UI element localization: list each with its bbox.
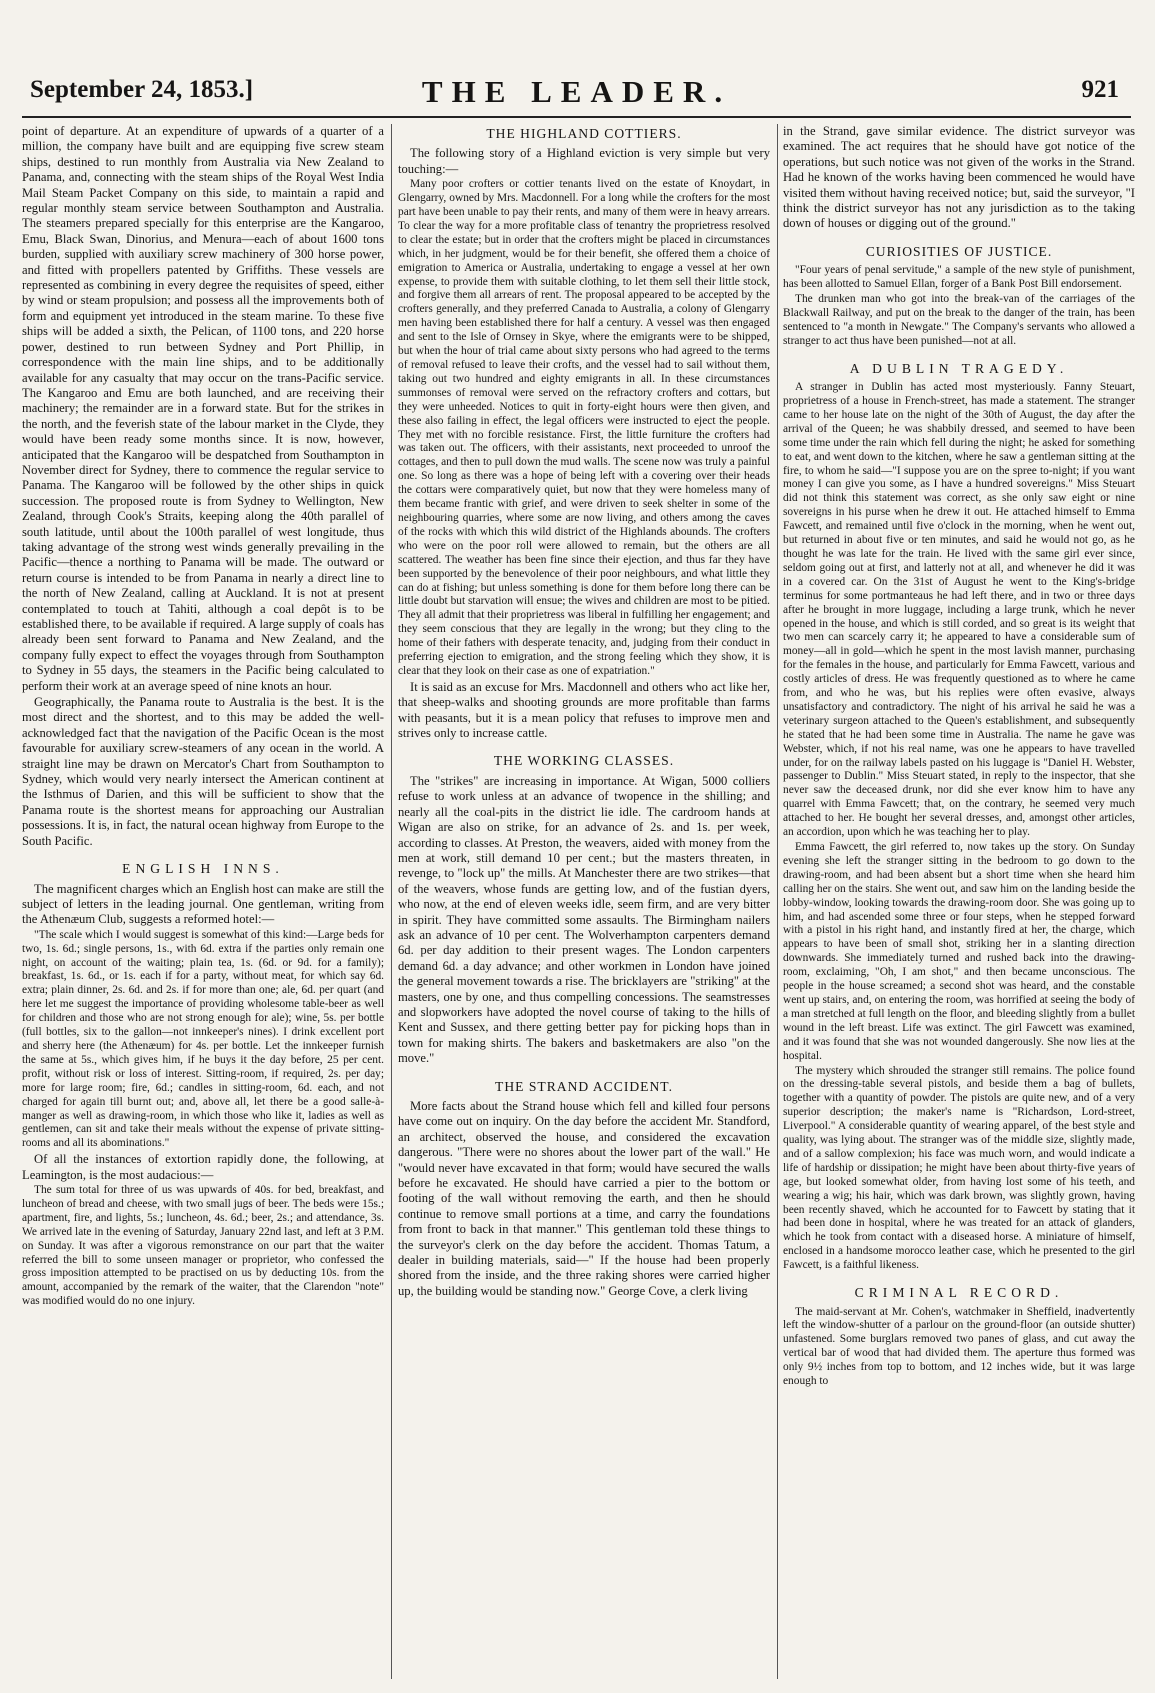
section-heading: ENGLISH INNS. [122, 861, 284, 877]
quoted-report: Many poor crofters or cottier tenants lived on the estate of Knoydart, in Glengarry, owned by Mrs. Macdonnell. For a long while the crofters for the most part have been unable to pay their rents, and many of them were in heavy arrears. To clear the way for a more profitable class of tenantry the proprietress resolved to clear the estate; but in order that the crofters might be placed in circumstances which, in her judgment, would be for their benefit, she offered them a choice of emigration to America or Australia, undertaking to engage a vessel at her own expense, to provide them with suitable clothing, to let them sell their little stock, and forgive them all arrears of rent. The proposal appeared to be accepted by the crofters generally, and they preferred Canada to Australia, a colony of Glengarry men having been established there for half a century. A vessel was then engaged and sent to the Isle of Ornsey in Skye, where the emigrants were to be shipped, but when the hour of trial came about sixty persons who had agreed to the terms of removal refused to leave their crofts, and the vessel had to sail without them, taking out two hundred and eighty emigrants in all. In these circumstances summonses of removal were served on the refractory crofters and cottars, but they were unheeded. Notices to quit in forty-eight hours were then given, and these also failing in effect, the legal officers were instructed to eject the people. They met with no forcible resistance. First, the little furniture the crofters had was taken out. The officers, with their assistants, next proceeded to unroof the cottages, and then to pull down the mud walls. The scene now was truly a painful one. So long as there was a hope of being left with a covering over their heads the cottars were comparatively quiet, but now that they were homeless many of them became frantic with grief, and were driven to seek shelter in some of the neighbouring quarries, where some are now living, and others among the caves of the rocks with which this wild district of the Highlands abounds. The crofters who were on the poor roll were allowed to remain, but the others are all scattered. The weather has been fine since their ejection, and thus far they have been supported by the benevolence of their poor neighbours, and what little they can do at fishing; but unless something is done for them before long there can be little doubt but starvation will ensue; the wives and children are most to be pitied. They all admit that their proprietress was liberal in fulfilling her engagement; and they seem conscious that they are legally in the wrong; but they cling to the home of their fathers with desperate tenacity, and, judging from their conduct in preferring ejection to emigration, and the strong feeling which they show, it is clear that they look on their case as one of expatriation." [398, 178, 770, 677]
article-paragraph: A stranger in Dublin has acted most mysteriously. Fanny Steuart, proprietress of a house in French-street, has made a statement. The stranger came to her house late on the night of the 30th of August, the day after the arrival of the Queen; he was shabbily dressed, and seemed to have been some time under the rain which fell during the night; he asked for something to eat, and went down to the kitchen, where he saw a gentleman sitting at the fire, to whom he said—"I suppose you are on the spree to-night; if you want money I can give you some, as I have a hundred sovereigns." Miss Steuart did not think this statement was correct, as she only saw eight or nine sovereigns in his purse when he drew it out. He attached himself to Emma Fawcett, and remained until five o'clock in the morning, when he went out, but returned in about five or ten minutes, and said he would not go, as he thought he was late for the train. He lived with the same girl ever since, seldom going out at first, and latterly not at all, and whenever he did it was in a covered car. On the 31st of August he went to the King's-bridge terminus for some portmanteaus he had left there, and in two or three days after he brought in more luggage, including a large trunk, which he never opened in the house, and which is still corded, and so great is its weight that two men can scarcely carry it; he appeared to have a considerable sum of money—all in gold—which he spent in the most lavish manner, purchasing for the females in the house, and particularly for Emma Fawcett, various and costly articles of dress. He was frequently questioned as to where he came from, and who he was, but his replies were often evasive, always unsatisfactory and contradictory. The night of his arrival he said he was a veterinary surgeon attached to the Queen's establishment, and subsequently he stated that he had been some time in Australia. The name he gave was Webster, which, if not his real name, was one he appears to have travelled under, for on the railway labels pasted on his luggage is "Daniel H. Webster, passenger to Dublin." Miss Steuart stated, in reply to the inspector, that she never saw the deceased drunk, nor did she ever know him to have any quarrel with Emma Fawcett; that, on the contrary, he seemed very much attached to her. He bought her several dresses, and, amongst other articles, an accordion, upon which he was teaching her to play. [783, 381, 1135, 839]
article-paragraph: The "strikes" are increasing in importance. At Wigan, 5000 colliers refuse to work unless at an advance of twopence in the shilling; and nearly all the coal-pits in the district lie idle. The cardroom hands at Wigan are also on strike, for an advance of 2s. and 1s. per week, according to classes. At Preston, the weavers, aided with money from the men at work, still demand 10 per cent.; but the masters threaten, in revenge, to "lock up" the mills. At Manchester there are two strikes—that of the weavers, whose funds are getting low, and of the fustian dyers, who now, at the end of eleven weeks idle, seem firm, and are very bitter in spirit. They have committed some assaults. The Birmingham nailers ask an advance of 10 per cent. The Wolverhampton carpenters demand 6d. per day addition to their present wages. The London carpenters demand 6d. a day advance; and other workmen in London have joined the general movement towards a rise. The bricklayers are "striking" at the masters, one by one, and thus compelling concessions. The seamstresses and slopworkers have adopted the novel course of taking to the hills of Kent and Sussex, and there getting better pay for picking hops than in town for making shirts. The bakers and basketmakers are also "on the move." [398, 773, 770, 1066]
section-heading: A DUBLIN TRAGEDY. [849, 360, 1069, 376]
article-paragraph: The drunken man who got into the break-van of the carriages of the Blackwall Railway, and put on the break to the danger of the train, has been sentenced to "a month in Newgate." The Company's servants who allowed a stranger to act thus have been punished—not at all. [783, 293, 1135, 347]
column-rule [391, 124, 392, 1679]
article-paragraph: point of departure. At an expenditure of upwards of a quarter of a million, the company have built and are equipping five screw steam ships, destined to run monthly from Australia via New Zealand to Panama, and, connecting with the steam ships of the Royal West India Mail Steam Packet Company on this side, to maintain a rapid and regular monthly steam service between Southampton and Australia. The steamers prepared specially for this enterprise are the Kangaroo, Emu, Black Swan, Dinorius, and Menura—each of about 1600 tons burden, supplied with auxiliary screw machinery of 300 horse power, and fitted with propellers patented by Griffiths. These vessels are represented as combining in every degree the requisites of speed, either by wind or steam propulsion; and possess all the improvements both of form and equipment yet introduced in the steam marine. To these five ships will be added a sixth, the Pelican, of 1100 tons, and 220 horse power, destined to run between Sydney and Port Phillip, in correspondence with the main line ships, and to be additionally available for any casualty that may occur on the trans-Pacific service. The Kangaroo and Emu are both launched, and are receiving their machinery; the remainder are in a forward state. But for the strikes in the north, and the feverish state of the labour market in the Clyde, they would have been ready some months since. It is now, however, anticipated that the Kangaroo will be despatched from Southampton in November direct for Sydney, there to commence the regular service to Panama. The Kangaroo will be followed by the other ships in quick succession. The proposed route is from Sydney to Wellington, New Zealand, through Cook's Straits, keeping along the 40th parallel of south latitude, until about the 100th parallel of west longitude, thus taking advantage of the strong west winds generally prevailing in the Pacific—thence a northing to Panama will be made. The outward or return course is intended to be from Panama in nearly a direct line to the north of New Zealand, calling at Auckland. It is not at present contemplated to touch at Tahiti, although a coal depôt is to be established there, to be available if required. A large supply of coals has already been sent forward to Panama and New Zealand, and the company fully expect to effect the voyages through from Southampton to Sydney in 55 days, the steamers in the Pacific being calculated to perform their work at an average speed of nine knots an hour. [22, 124, 384, 693]
quoted-letter: "The scale which I would suggest is somewhat of this kind:—Large beds for two, 1s. 6d.; single persons, 1s., with 6d. extra if the parties only remain one night, on account of the waiting; plain tea, 1s. (6d. or 9d. for a family); breakfast, 1s. 6d., or 1s. each if for a party, without meat, for which say 6d. extra; plain dinner, 2s. 6d. and 2s. if for more than one; ale, 6d. per quart (and here let me suggest the importance of providing wholesome table-beer as well for children and those who are not strong enough for ale); wine, 5s. per bottle (full bottles, six to the gallon—not innkeeper's nines). I drink excellent port and sherry here (the Athenæum) for 4s. per bottle. Let the innkeeper furnish the same at 5s., which gives him, if he buys it the day before, 25 per cent. profit, without risk or loss of interest. Sitting-room, if required, 2s. per day; more for large room; fire, 6d.; candles in sitting-room, 6d. each, and not charged for again till burnt out; and, above all, let there be a good salle-à-manger as well as drawing-room, in which those who like it, ladies as well as gentlemen, can sit and take their meals without the expense of private sitting-rooms and all its abominations." [22, 928, 384, 1150]
article-paragraph: Emma Fawcett, the girl referred to, now takes up the story. On Sunday evening she left the stranger sitting in the bedroom to go down to the drawing-room, and had been absent but a short time when she heard him calling her on the stairs. She went out, and saw him on the landing beside the lobby-window, looking towards the drawing-room door. She was going up to him, and had ascended some three or four steps, when he stepped forward with a pistol in his right hand, and instantly fired at her, the charge, which appears to have been of small shot, striking her in a slanting direction downwards. She immediately turned and rushed back into the drawing-room, exclaiming, "Oh, I am shot," and then became unconscious. The people in the house screamed; a second shot was heard, and the constable went up stairs, and, on entering the room, was horrified at seeing the body of a man stretched at full length on the floor, and bleeding slightly from a bullet wound in the left breast. Life was extinct. The girl Fawcett was examined, and it was found that she was not wounded dangerously. She now lies at the hospital. [783, 841, 1135, 1062]
article-paragraph: in the Strand, gave similar evidence. The district surveyor was examined. The act requires that he should have got notice of the operations, but such notice was not given of the works in the Strand. Had he known of the works having been commenced he would have visited them without having received notice; but, said the surveyor, "I think the district surveyor has not any jurisdiction as to the taking down of houses or digging out of the ground." [783, 124, 1135, 231]
issue-date: September 24, 1853.] [30, 76, 254, 103]
article-paragraph: The following story of a Highland eviction is very simple but very touching:— [398, 146, 770, 176]
quoted-letter: The sum total for three of us was upwards of 40s. for bed, breakfast, and luncheon of bread and cheese, with two small jugs of beer. The beds were 15s.; apartment, fire, and lights, 5s.; luncheon, 4s. 6d.; beer, 2s.; and attendance, 3s. We arrived late in the evening of Saturday, January 22nd last, and left at 3 P.M. on Sunday. It was after a vigorous remonstrance on our part that the waiter referred the bill to some unseen manager or proprietor, who confessed the gross imposition attempted to be practised on us by deducting 10s. from the amount, accompanied by the remark of the waiter, that the Clarendon "note" was modified would do no one injury. [22, 1184, 384, 1308]
page-number: 921 [1081, 76, 1119, 103]
section-heading: CRIMINAL RECORD. [854, 1285, 1064, 1301]
article-paragraph: It is said as an excuse for Mrs. Macdonnell and others who act like her, that sheep-walks and shooting grounds are more profitable than farms with peasants, but it is a mean policy that refuses to improve men and strives only to increase cattle. [398, 679, 770, 741]
column-1 [22, 124, 384, 1684]
column-2 [398, 124, 770, 1684]
newspaper-title: THE LEADER. [421, 74, 732, 109]
section-heading: THE WORKING CLASSES. [493, 753, 675, 769]
masthead [22, 72, 1131, 118]
article-paragraph: The maid-servant at Mr. Cohen's, watchmaker in Sheffield, inadvertently left the window-shutter of a parlour on the ground-floor (an outside shutter) unfastened. Some burglars removed two panes of glass, and cut away the vertical bar of wood that had divided them. The aperture thus formed was only 9½ inches from top to bottom, and 12 inches wide, but it was large enough to [783, 1305, 1135, 1388]
article-paragraph: The mystery which shrouded the stranger still remains. The police found on the dressing-table several pistols, and beside them a bag of bullets, together with a quantity of powder. The pistols are quite new, and of a very superior description; the maker's name is "Richardson, Lord-street, Liverpool." A considerable quantity of wearing apparel, of the best style and quality, was lying about. The stranger was of the middle size, slightly made, and of a sallow complexion; his face was much worn, and would indicate a life of hardship or dissipation; he might have been about thirty-five years of age, but looked somewhat older, from having lost some of his teeth, and wearing a wig; his hair, which was dark brown, was slightly grown, having been recently shaved, which he accounted for to Fawcett by stating that it had been done in hospital, where he was treated for an attack of glanders, which he took from contact with a diseased horse. A miniature of himself, enclosed in a handsome morocco leather case, which he presented to the girl Fawcett, is a faithful likeness. [783, 1064, 1135, 1272]
article-paragraph: Geographically, the Panama route to Australia is the best. It is the most direct and the shortest, and to this may be added the well-acknowledged fact that the navigation of the Pacific Ocean is the most favourable for auxiliary screw-steamers of any ocean in the world. A straight line may be drawn on Mercator's Chart from Southampton to Sydney, which would very nearly intersect the American continent at the Isthmus of Darien, and this will be sufficient to show that the Panama route is the shortest means for approaching our Australian possessions. It is, in fact, the natural ocean highway from Europe to the South Pacific. [22, 695, 384, 848]
column-rule [777, 124, 778, 1679]
article-paragraph: More facts about the Strand house which fell and killed four persons have come out on inquiry. On the day before the accident Mr. Standford, an architect, observed the house, and considered the excavation dangerous. "There were no shores about the lower part of the wall." He "would never have excavated in that form; would have secured the walls before he excavated. He should have carried a pier to the bottom or footing of the wall without removing the earth, and then he should continue to remove small portions at a time, and carry the foundations from front to back in that manner." This gentleman told these things to the surveyor's clerk on the day before the accident. Thomas Tatum, a dealer in building materials, said—" If the house had been properly shored from the inside, and the three raking shores were carried higher up, the building would be standing now." George Cove, a clerk living [398, 1099, 770, 1298]
section-heading: CURIOSITIES OF JUSTICE. [865, 243, 1053, 259]
article-paragraph: The magnificent charges which an English host can make are still the subject of letters in the leading journal. One gentleman, writing from the Athenæum Club, suggests a reformed hotel:— [22, 881, 384, 927]
section-heading: THE HIGHLAND COTTIERS. [486, 126, 682, 141]
section-heading: THE STRAND ACCIDENT. [495, 1078, 673, 1094]
article-paragraph: "Four years of penal servitude," a sample of the new style of punishment, has been allotted to Samuel Ellan, forger of a Bank Post Bill endorsement. [783, 264, 1135, 291]
column-3 [783, 124, 1135, 1684]
article-paragraph: Of all the instances of extortion rapidly done, the following, at Leamington, is the most audacious:— [22, 1152, 384, 1182]
